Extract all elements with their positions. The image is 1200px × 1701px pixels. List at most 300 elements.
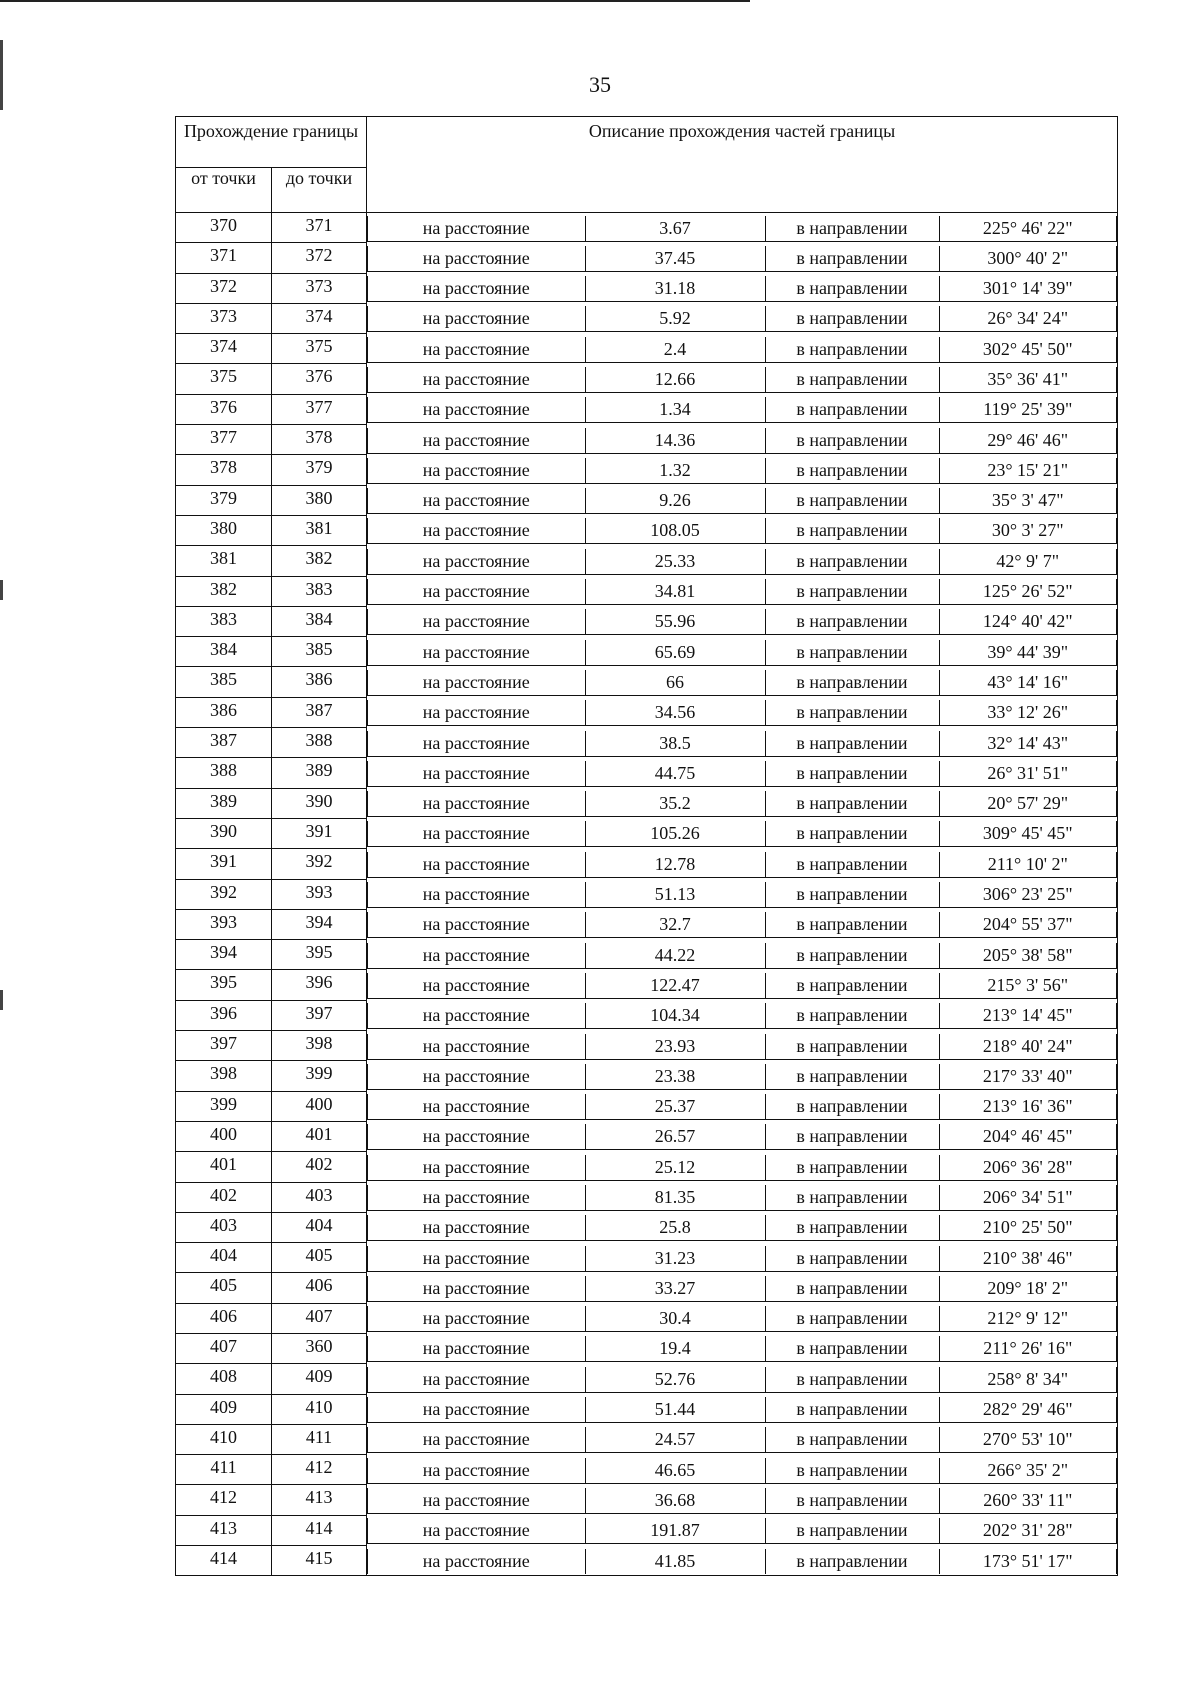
- cell-from-point: 390: [176, 818, 272, 848]
- cell-distance-value-cell: [585, 455, 765, 485]
- cell-from-point: 398: [176, 1061, 272, 1091]
- cell-direction-angle: 29° 46' 46": [939, 428, 1118, 454]
- cell-distance-label-cell: [367, 273, 585, 303]
- cell-direction-angle: 301° 14' 39": [939, 276, 1118, 302]
- cell-distance-label: на расстояние: [367, 761, 585, 787]
- table-row: [176, 970, 1118, 1000]
- cell-from-point: 386: [176, 697, 272, 727]
- cell-direction-label-cell: [765, 425, 939, 455]
- cell-direction-label: в направлении: [765, 428, 939, 454]
- cell-distance-label-cell: [367, 1455, 585, 1485]
- cell-to-point: 374: [272, 303, 367, 333]
- cell-distance-label-cell: [367, 1485, 585, 1515]
- cell-direction-angle-cell: [939, 1031, 1118, 1061]
- cell-direction-label: в направлении: [765, 1458, 939, 1484]
- cell-from-point: 408: [176, 1364, 272, 1394]
- cell-distance-label-cell: [367, 606, 585, 636]
- cell-direction-angle: 302° 45' 50": [939, 337, 1118, 363]
- cell-distance-value: 31.18: [585, 276, 765, 302]
- cell-direction-label: в направлении: [765, 1367, 939, 1393]
- table-row: [176, 1273, 1118, 1303]
- cell-direction-angle: 204° 46' 45": [939, 1124, 1118, 1150]
- cell-distance-label-cell: [367, 1212, 585, 1242]
- cell-distance-value: 191.87: [585, 1518, 765, 1544]
- cell-distance-value-cell: [585, 515, 765, 545]
- cell-direction-label-cell: [765, 667, 939, 697]
- cell-distance-value-cell: [585, 394, 765, 424]
- cell-to-point: 412: [272, 1455, 367, 1485]
- cell-direction-angle: 300° 40' 2": [939, 246, 1118, 272]
- cell-direction-label-cell: [765, 213, 939, 243]
- cell-distance-label: на расстояние: [367, 549, 585, 575]
- cell-direction-label-cell: [765, 879, 939, 909]
- table-row: [176, 940, 1118, 970]
- cell-to-point: 383: [272, 576, 367, 606]
- cell-distance-value-cell: [585, 667, 765, 697]
- cell-distance-label: на расстояние: [367, 1094, 585, 1120]
- cell-distance-label: на расстояние: [367, 1518, 585, 1544]
- cell-distance-value-cell: [585, 273, 765, 303]
- cell-distance-label-cell: [367, 818, 585, 848]
- cell-distance-label-cell: [367, 213, 585, 243]
- cell-direction-label: в направлении: [765, 246, 939, 272]
- cell-from-point: 370: [176, 213, 272, 243]
- cell-distance-label: на расстояние: [367, 246, 585, 272]
- cell-direction-label-cell: [765, 546, 939, 576]
- cell-from-point: 407: [176, 1333, 272, 1363]
- table-header: [176, 117, 1118, 213]
- cell-from-point: 402: [176, 1182, 272, 1212]
- cell-direction-label: в направлении: [765, 1306, 939, 1332]
- cell-direction-label-cell: [765, 606, 939, 636]
- cell-from-point: 396: [176, 1000, 272, 1030]
- cell-distance-value-cell: [585, 606, 765, 636]
- cell-distance-value: 108.05: [585, 518, 765, 544]
- cell-direction-label: в направлении: [765, 882, 939, 908]
- cell-distance-value: 105.26: [585, 821, 765, 847]
- cell-direction-angle: 266° 35' 2": [939, 1458, 1118, 1484]
- cell-from-point: 392: [176, 879, 272, 909]
- cell-to-point: 381: [272, 515, 367, 545]
- cell-direction-label: в направлении: [765, 1276, 939, 1302]
- cell-distance-label-cell: [367, 1515, 585, 1545]
- cell-direction-label-cell: [765, 1000, 939, 1030]
- cell-direction-label: в направлении: [765, 973, 939, 999]
- cell-distance-value: 44.75: [585, 761, 765, 787]
- cell-direction-angle-cell: [939, 425, 1118, 455]
- cell-direction-angle-cell: [939, 606, 1118, 636]
- cell-distance-label-cell: [367, 1091, 585, 1121]
- table-row: [176, 1061, 1118, 1091]
- cell-distance-label-cell: [367, 576, 585, 606]
- table-row: [176, 515, 1118, 545]
- table-row: [176, 1212, 1118, 1242]
- cell-distance-value-cell: [585, 1243, 765, 1273]
- cell-direction-angle: 23° 15' 21": [939, 458, 1118, 484]
- cell-distance-label-cell: [367, 1243, 585, 1273]
- cell-direction-angle: 35° 3' 47": [939, 488, 1118, 514]
- boundary-table: [175, 116, 1118, 1576]
- cell-from-point: 400: [176, 1121, 272, 1151]
- cell-direction-label-cell: [765, 1333, 939, 1363]
- cell-direction-angle-cell: [939, 455, 1118, 485]
- table-row: [176, 1303, 1118, 1333]
- cell-direction-label: в направлении: [765, 1549, 939, 1574]
- cell-from-point: 376: [176, 394, 272, 424]
- cell-distance-value: 1.32: [585, 458, 765, 484]
- cell-direction-angle: 124° 40' 42": [939, 609, 1118, 635]
- cell-direction-angle-cell: [939, 1333, 1118, 1363]
- header-from-point: от точки: [176, 168, 272, 213]
- cell-direction-label-cell: [765, 334, 939, 364]
- cell-from-point: 411: [176, 1455, 272, 1485]
- cell-distance-value: 46.65: [585, 1458, 765, 1484]
- cell-from-point: 374: [176, 334, 272, 364]
- cell-direction-angle: 206° 34' 51": [939, 1185, 1118, 1211]
- cell-direction-label-cell: [765, 1121, 939, 1151]
- cell-from-point: 399: [176, 1091, 272, 1121]
- cell-distance-value-cell: [585, 1000, 765, 1030]
- cell-direction-angle: 309° 45' 45": [939, 821, 1118, 847]
- cell-distance-label-cell: [367, 728, 585, 758]
- table-row: [176, 1152, 1118, 1182]
- cell-direction-label-cell: [765, 364, 939, 394]
- cell-distance-value: 23.38: [585, 1064, 765, 1090]
- cell-distance-value: 31.23: [585, 1246, 765, 1272]
- cell-direction-angle: 213° 14' 45": [939, 1003, 1118, 1029]
- cell-direction-label: в направлении: [765, 640, 939, 666]
- cell-direction-label-cell: [765, 1031, 939, 1061]
- table-row: [176, 1243, 1118, 1273]
- cell-distance-value: 35.2: [585, 791, 765, 817]
- cell-direction-label-cell: [765, 273, 939, 303]
- cell-to-point: 396: [272, 970, 367, 1000]
- cell-distance-label-cell: [367, 334, 585, 364]
- table-row: [176, 1121, 1118, 1151]
- cell-to-point: 409: [272, 1364, 367, 1394]
- cell-direction-label: в направлении: [765, 761, 939, 787]
- cell-direction-label-cell: [765, 515, 939, 545]
- cell-distance-value-cell: [585, 1273, 765, 1303]
- cell-distance-value-cell: [585, 1152, 765, 1182]
- cell-direction-label-cell: [765, 1152, 939, 1182]
- table-row: [176, 455, 1118, 485]
- cell-direction-label-cell: [765, 1091, 939, 1121]
- cell-direction-label: в направлении: [765, 397, 939, 423]
- cell-distance-label: на расстояние: [367, 943, 585, 969]
- cell-distance-value-cell: [585, 364, 765, 394]
- cell-distance-label: на расстояние: [367, 1397, 585, 1423]
- cell-distance-label: на расстояние: [367, 1458, 585, 1484]
- cell-direction-label: в направлении: [765, 518, 939, 544]
- cell-direction-label-cell: [765, 243, 939, 273]
- cell-distance-value-cell: [585, 1061, 765, 1091]
- cell-direction-angle: 125° 26' 52": [939, 579, 1118, 605]
- header-boundary-passage: Прохождение границы: [176, 117, 367, 168]
- cell-to-point: 400: [272, 1091, 367, 1121]
- cell-direction-angle: 260° 33' 11": [939, 1488, 1118, 1514]
- cell-distance-label-cell: [367, 697, 585, 727]
- cell-direction-angle: 211° 10' 2": [939, 852, 1118, 878]
- cell-distance-label-cell: [367, 758, 585, 788]
- cell-distance-label-cell: [367, 485, 585, 515]
- cell-direction-angle: 210° 38' 46": [939, 1246, 1118, 1272]
- cell-distance-value-cell: [585, 425, 765, 455]
- cell-distance-value: 1.34: [585, 397, 765, 423]
- cell-distance-value-cell: [585, 546, 765, 576]
- cell-distance-value: 65.69: [585, 640, 765, 666]
- cell-direction-angle-cell: [939, 546, 1118, 576]
- cell-distance-value-cell: [585, 728, 765, 758]
- cell-direction-label: в направлении: [765, 488, 939, 514]
- cell-distance-label: на расстояние: [367, 791, 585, 817]
- cell-to-point: 389: [272, 758, 367, 788]
- cell-direction-label-cell: [765, 576, 939, 606]
- cell-direction-angle-cell: [939, 758, 1118, 788]
- cell-distance-label: на расстояние: [367, 1003, 585, 1029]
- cell-to-point: 376: [272, 364, 367, 394]
- cell-distance-value-cell: [585, 909, 765, 939]
- cell-direction-label: в направлении: [765, 276, 939, 302]
- table-row: [176, 1455, 1118, 1485]
- cell-distance-label: на расстояние: [367, 1064, 585, 1090]
- cell-direction-angle-cell: [939, 1515, 1118, 1545]
- cell-distance-label-cell: [367, 1152, 585, 1182]
- cell-distance-value-cell: [585, 1485, 765, 1515]
- cell-from-point: 401: [176, 1152, 272, 1182]
- cell-distance-label-cell: [367, 849, 585, 879]
- cell-direction-angle-cell: [939, 485, 1118, 515]
- cell-direction-angle: 26° 34' 24": [939, 306, 1118, 332]
- cell-direction-label-cell: [765, 788, 939, 818]
- table-row: [176, 1000, 1118, 1030]
- cell-to-point: 395: [272, 940, 367, 970]
- cell-distance-label: на расстояние: [367, 973, 585, 999]
- cell-to-point: 411: [272, 1424, 367, 1454]
- cell-direction-label-cell: [765, 1455, 939, 1485]
- cell-direction-label-cell: [765, 455, 939, 485]
- cell-distance-value: 5.92: [585, 306, 765, 332]
- cell-distance-value-cell: [585, 213, 765, 243]
- cell-distance-label: на расстояние: [367, 1185, 585, 1211]
- cell-distance-value: 44.22: [585, 943, 765, 969]
- cell-direction-angle-cell: [939, 1394, 1118, 1424]
- cell-distance-label-cell: [367, 940, 585, 970]
- cell-direction-angle-cell: [939, 1212, 1118, 1242]
- cell-direction-label-cell: [765, 1546, 939, 1576]
- cell-distance-label-cell: [367, 425, 585, 455]
- cell-distance-label-cell: [367, 970, 585, 1000]
- table-row: [176, 1546, 1118, 1576]
- table-row: [176, 425, 1118, 455]
- table-row: [176, 243, 1118, 273]
- page-number: 35: [589, 72, 611, 97]
- cell-direction-label: в направлении: [765, 216, 939, 242]
- cell-distance-value: 24.57: [585, 1427, 765, 1453]
- cell-to-point: 413: [272, 1485, 367, 1515]
- cell-direction-label-cell: [765, 728, 939, 758]
- cell-direction-angle: 42° 9' 7": [939, 549, 1118, 575]
- cell-distance-value: 81.35: [585, 1185, 765, 1211]
- cell-direction-angle: 204° 55' 37": [939, 912, 1118, 938]
- cell-distance-value-cell: [585, 1031, 765, 1061]
- table-row: [176, 1031, 1118, 1061]
- cell-direction-angle: 215° 3' 56": [939, 973, 1118, 999]
- cell-to-point: 407: [272, 1303, 367, 1333]
- cell-from-point: 385: [176, 667, 272, 697]
- cell-to-point: 397: [272, 1000, 367, 1030]
- cell-from-point: 397: [176, 1031, 272, 1061]
- cell-distance-label: на расстояние: [367, 882, 585, 908]
- table-row: [176, 728, 1118, 758]
- cell-direction-label: в направлении: [765, 1397, 939, 1423]
- cell-direction-label: в направлении: [765, 1003, 939, 1029]
- cell-distance-value-cell: [585, 818, 765, 848]
- cell-direction-angle: 213° 16' 36": [939, 1094, 1118, 1120]
- cell-distance-value: 33.27: [585, 1276, 765, 1302]
- cell-direction-angle-cell: [939, 667, 1118, 697]
- cell-distance-value-cell: [585, 1303, 765, 1333]
- cell-distance-label-cell: [367, 515, 585, 545]
- cell-direction-label: в направлении: [765, 852, 939, 878]
- cell-to-point: 360: [272, 1333, 367, 1363]
- cell-distance-label-cell: [367, 879, 585, 909]
- cell-direction-angle-cell: [939, 1121, 1118, 1151]
- cell-distance-label-cell: [367, 1303, 585, 1333]
- cell-from-point: 388: [176, 758, 272, 788]
- cell-distance-value-cell: [585, 970, 765, 1000]
- table-row: [176, 576, 1118, 606]
- cell-to-point: 388: [272, 728, 367, 758]
- cell-direction-angle-cell: [939, 1546, 1118, 1576]
- cell-from-point: 387: [176, 728, 272, 758]
- cell-distance-value: 25.12: [585, 1155, 765, 1181]
- cell-direction-angle-cell: [939, 1091, 1118, 1121]
- cell-direction-label-cell: [765, 1243, 939, 1273]
- cell-direction-angle-cell: [939, 940, 1118, 970]
- cell-distance-label-cell: [367, 364, 585, 394]
- cell-direction-label: в направлении: [765, 609, 939, 635]
- table-row: [176, 1515, 1118, 1545]
- cell-direction-angle: 282° 29' 46": [939, 1397, 1118, 1423]
- cell-distance-value: 14.36: [585, 428, 765, 454]
- cell-from-point: 375: [176, 364, 272, 394]
- cell-distance-label: на расстояние: [367, 1306, 585, 1332]
- cell-direction-label-cell: [765, 1061, 939, 1091]
- table-row: [176, 1091, 1118, 1121]
- cell-to-point: 382: [272, 546, 367, 576]
- table-row: [176, 364, 1118, 394]
- table-row: [176, 667, 1118, 697]
- cell-direction-angle-cell: [939, 1243, 1118, 1273]
- cell-direction-label-cell: [765, 1364, 939, 1394]
- cell-distance-label: на расстояние: [367, 488, 585, 514]
- cell-direction-label: в направлении: [765, 1246, 939, 1272]
- cell-direction-angle: 206° 36' 28": [939, 1155, 1118, 1181]
- table-row: [176, 818, 1118, 848]
- cell-direction-label: в направлении: [765, 1427, 939, 1453]
- cell-from-point: 409: [176, 1394, 272, 1424]
- cell-from-point: 394: [176, 940, 272, 970]
- cell-direction-angle-cell: [939, 697, 1118, 727]
- cell-direction-angle: 211° 26' 16": [939, 1336, 1118, 1362]
- cell-distance-label-cell: [367, 637, 585, 667]
- cell-direction-angle: 218° 40' 24": [939, 1034, 1118, 1060]
- cell-distance-label: на расстояние: [367, 1215, 585, 1241]
- cell-direction-label: в направлении: [765, 1034, 939, 1060]
- cell-distance-label: на расстояние: [367, 640, 585, 666]
- cell-distance-label: на расстояние: [367, 458, 585, 484]
- cell-to-point: 378: [272, 425, 367, 455]
- cell-distance-label: на расстояние: [367, 216, 585, 242]
- cell-distance-label-cell: [367, 303, 585, 333]
- cell-distance-value: 37.45: [585, 246, 765, 272]
- cell-distance-label: на расстояние: [367, 1336, 585, 1362]
- table-row: [176, 1485, 1118, 1515]
- cell-distance-label-cell: [367, 1061, 585, 1091]
- cell-direction-angle-cell: [939, 788, 1118, 818]
- cell-to-point: 393: [272, 879, 367, 909]
- cell-direction-angle: 43° 14' 16": [939, 670, 1118, 696]
- cell-distance-label: на расстояние: [367, 1427, 585, 1453]
- cell-distance-value: 34.81: [585, 579, 765, 605]
- cell-distance-value-cell: [585, 576, 765, 606]
- cell-distance-value-cell: [585, 1091, 765, 1121]
- cell-direction-angle-cell: [939, 1061, 1118, 1091]
- cell-direction-label-cell: [765, 758, 939, 788]
- cell-direction-angle-cell: [939, 1182, 1118, 1212]
- cell-distance-label-cell: [367, 1546, 585, 1576]
- cell-direction-label-cell: [765, 303, 939, 333]
- cell-direction-angle-cell: [939, 364, 1118, 394]
- cell-direction-angle-cell: [939, 1000, 1118, 1030]
- cell-to-point: 380: [272, 485, 367, 515]
- table-body: [176, 213, 1118, 1576]
- cell-direction-label: в направлении: [765, 1124, 939, 1150]
- cell-distance-label: на расстояние: [367, 670, 585, 696]
- cell-from-point: 378: [176, 455, 272, 485]
- cell-direction-angle-cell: [939, 334, 1118, 364]
- cell-distance-value: 12.78: [585, 852, 765, 878]
- cell-direction-angle: 225° 46' 22": [939, 216, 1118, 242]
- cell-direction-label-cell: [765, 485, 939, 515]
- cell-direction-angle: 210° 25' 50": [939, 1215, 1118, 1241]
- cell-direction-angle: 212° 9' 12": [939, 1306, 1118, 1332]
- cell-distance-value: 25.8: [585, 1215, 765, 1241]
- cell-distance-label: на расстояние: [367, 1124, 585, 1150]
- table-row: [176, 909, 1118, 939]
- cell-to-point: 399: [272, 1061, 367, 1091]
- cell-direction-angle-cell: [939, 243, 1118, 273]
- cell-direction-angle-cell: [939, 213, 1118, 243]
- cell-to-point: 394: [272, 909, 367, 939]
- table-row: [176, 1182, 1118, 1212]
- cell-direction-label-cell: [765, 1394, 939, 1424]
- cell-from-point: 371: [176, 243, 272, 273]
- cell-distance-value: 25.33: [585, 549, 765, 575]
- cell-direction-angle: 26° 31' 51": [939, 761, 1118, 787]
- cell-distance-value: 19.4: [585, 1336, 765, 1362]
- cell-distance-value: 66: [585, 670, 765, 696]
- cell-direction-angle-cell: [939, 1152, 1118, 1182]
- cell-direction-label-cell: [765, 1212, 939, 1242]
- cell-direction-label-cell: [765, 697, 939, 727]
- table-row: [176, 1424, 1118, 1454]
- cell-to-point: 384: [272, 606, 367, 636]
- cell-distance-value-cell: [585, 940, 765, 970]
- cell-direction-angle: 205° 38' 58": [939, 943, 1118, 969]
- cell-to-point: 375: [272, 334, 367, 364]
